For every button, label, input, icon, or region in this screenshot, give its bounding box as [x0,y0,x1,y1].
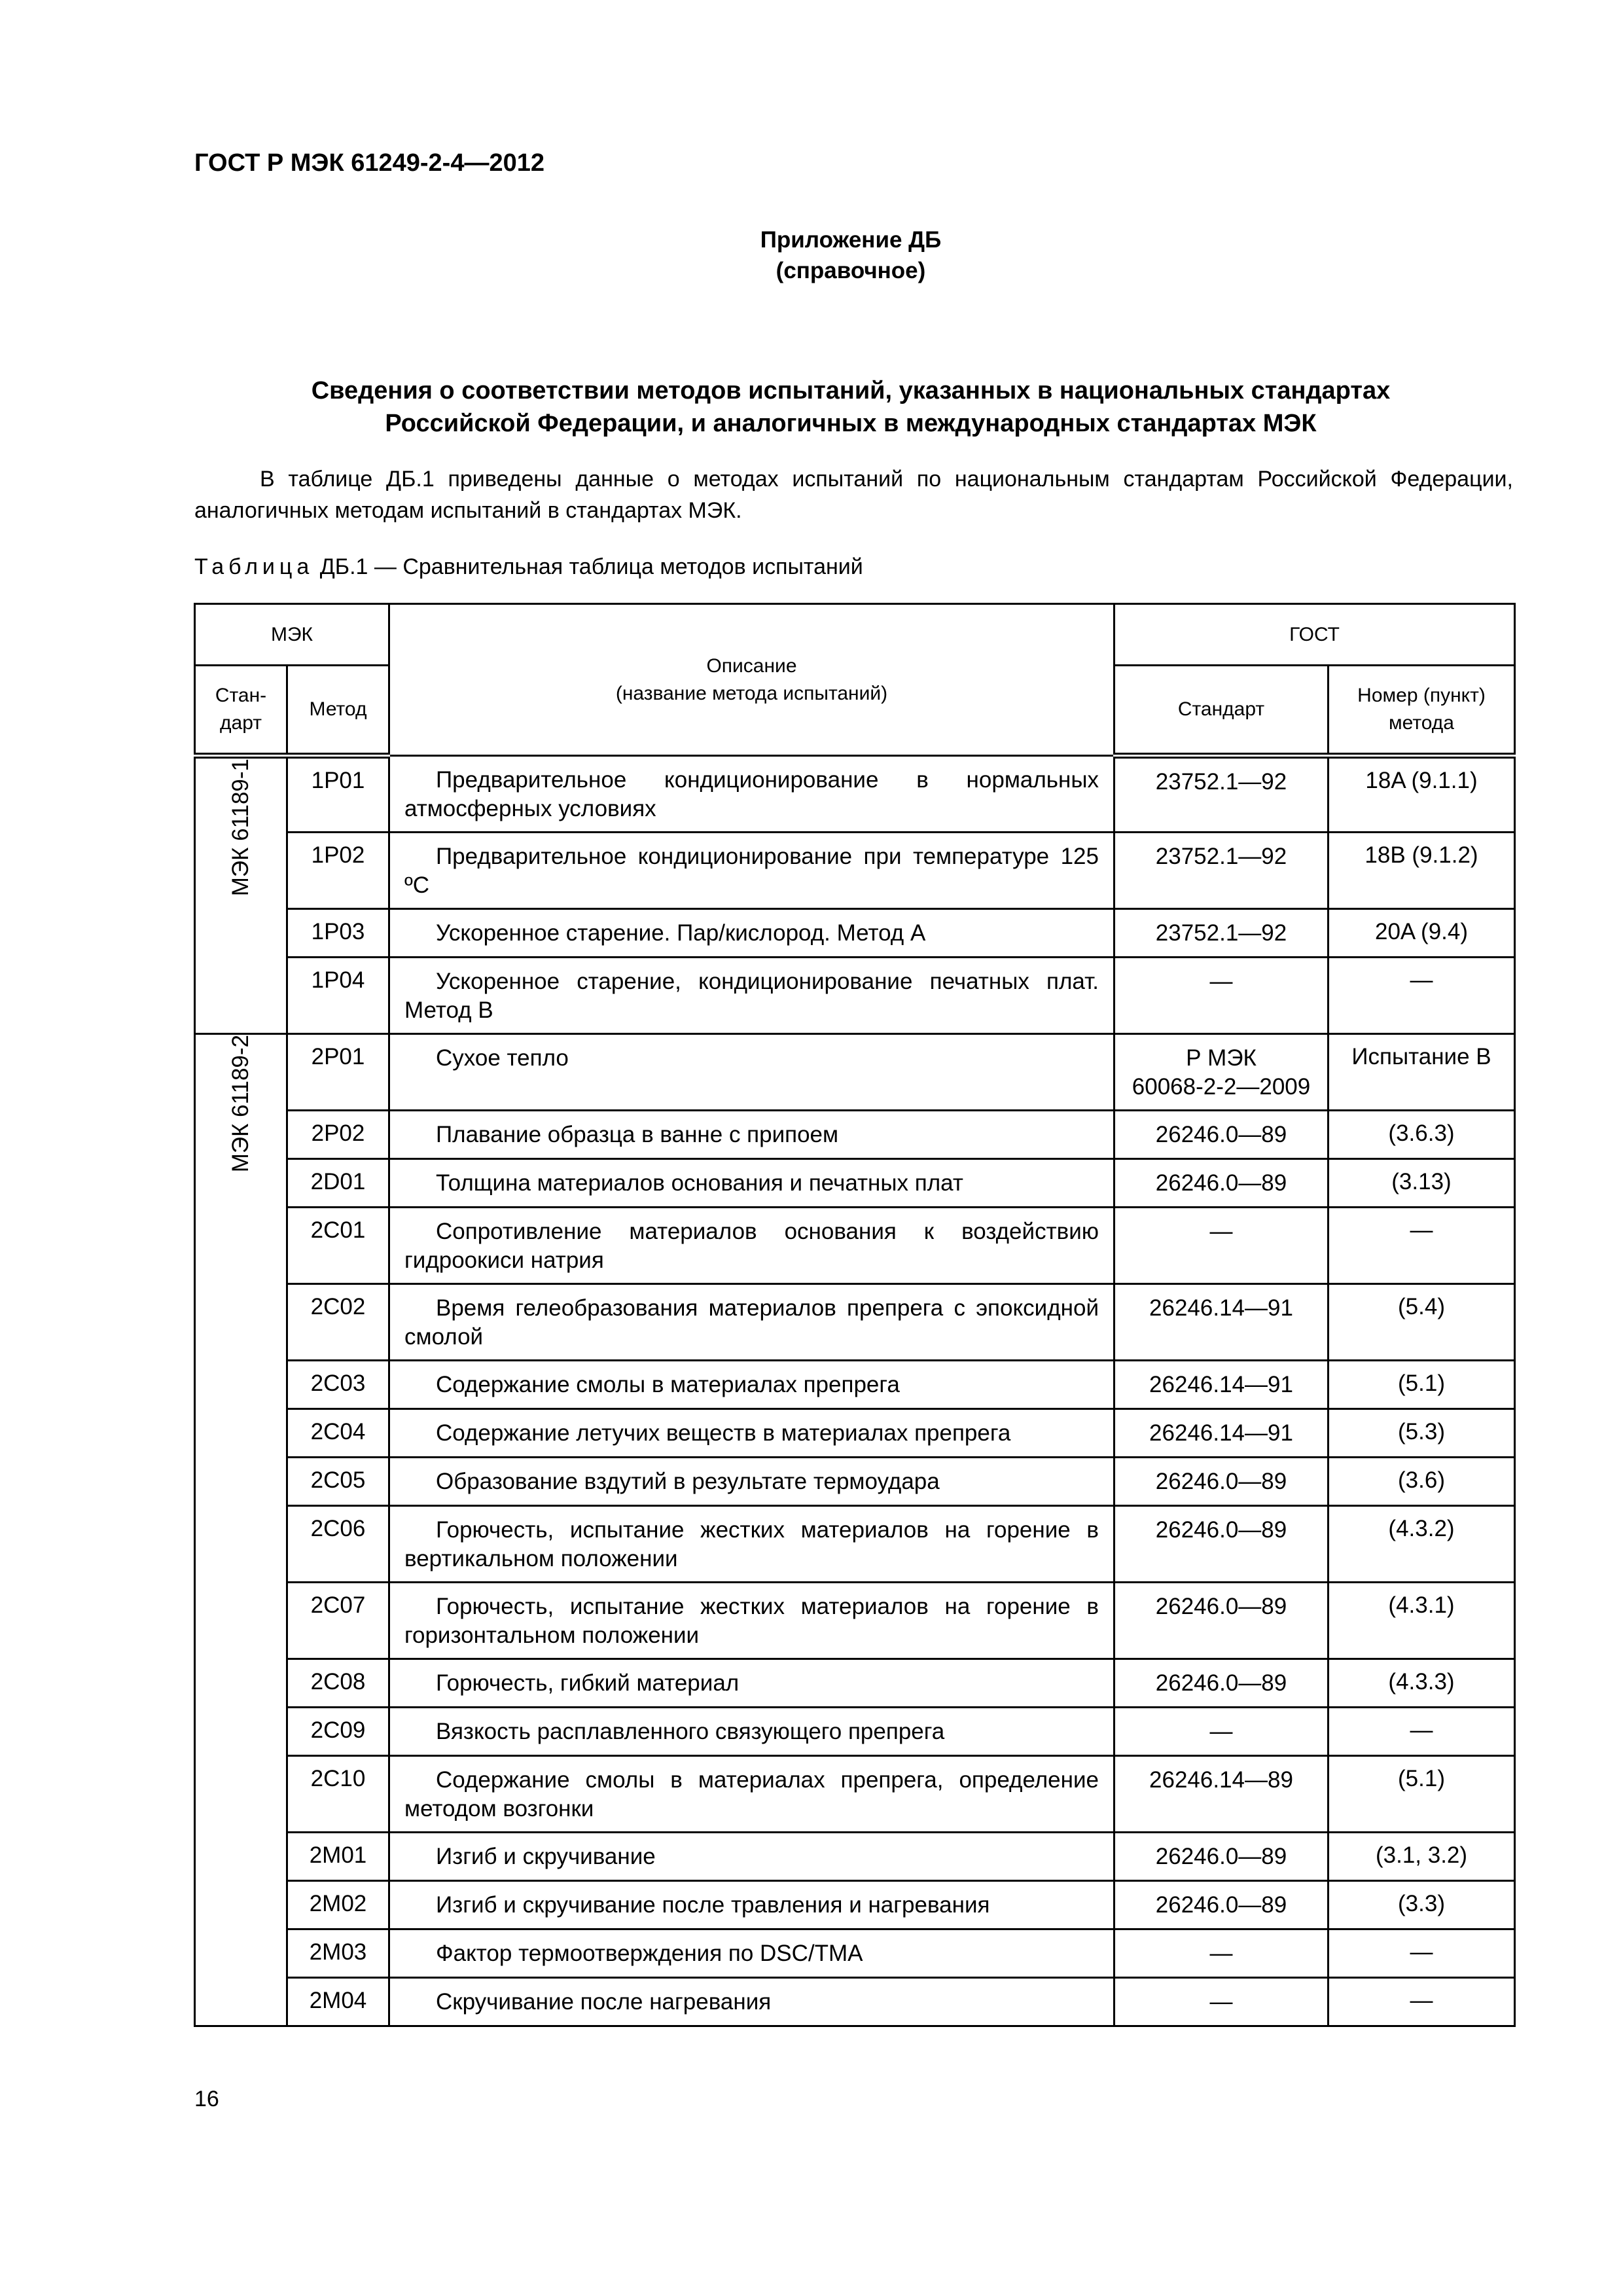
appendix-heading [0,224,1623,286]
comparison-table [194,603,1516,2027]
table-row [195,1506,1515,1583]
header-standard [195,666,287,756]
method-description: Фактор термоотверждения по DSC/TMA [389,1929,1115,1978]
section-title-line-1: Сведения о соответствии методов испытаний, указанных в национальных стандартах [311,377,1391,404]
method-description: Изгиб и скручивание после травления и нагревания [389,1881,1115,1929]
gost-standard: 26246.0—89 [1115,1111,1329,1159]
table-caption-prefix: Таблица [194,554,314,579]
gost-standard: 26246.0—89 [1115,1833,1329,1881]
method-code: 2C03 [287,1361,389,1409]
method-code: 2P02 [287,1111,389,1159]
method-code: 2C01 [287,1208,389,1284]
table-row [195,1978,1515,2026]
gost-method-number: (3.1, 3.2) [1329,1833,1515,1881]
method-code: 1P01 [287,756,389,833]
table-caption [194,554,863,580]
method-code: 2C09 [287,1708,389,1756]
table-row [195,1659,1515,1708]
gost-method-number: (4.3.2) [1329,1506,1515,1583]
table-row [195,1208,1515,1284]
gost-method-number: — [1329,1208,1515,1284]
document-code: ГОСТ Р МЭК 61249-2-4—2012 [194,149,544,177]
group-standard-label: МЭК 61189-2 [228,1035,253,1173]
method-description: Горючесть, гибкий материал [389,1659,1115,1708]
gost-standard: 26246.0—89 [1115,1659,1329,1708]
header-description-line-1: Описание [706,655,797,677]
gost-standard: — [1115,1208,1329,1284]
header-method: Метод [287,666,389,756]
gost-standard: 26246.0—89 [1115,1159,1329,1208]
gost-standard: 26246.14—91 [1115,1409,1329,1458]
gost-standard: 26246.0—89 [1115,1583,1329,1659]
method-description: Содержание летучих веществ в материалах препрега [389,1409,1115,1458]
appendix-title: Приложение ДБ [760,227,942,253]
gost-standard-line-2: 60068-2-2—2009 [1132,1074,1311,1100]
gost-method-number: (5.1) [1329,1361,1515,1409]
table-row [195,1756,1515,1833]
method-code: 2M04 [287,1978,389,2026]
gost-method-number: (3.6) [1329,1458,1515,1506]
method-description: Горючесть, испытание жестких материалов на горение в вертикальном положении [389,1506,1115,1583]
table-row [195,1833,1515,1881]
method-description: Образование вздутий в результате термоудара [389,1458,1115,1506]
method-code: 1P04 [287,958,389,1034]
table-row [195,1111,1515,1159]
gost-standard: 26246.0—89 [1115,1881,1329,1929]
table-row [195,1284,1515,1361]
method-description: Сухое тепло [389,1034,1115,1111]
page-number: 16 [194,2087,219,2111]
method-code: 2C07 [287,1583,389,1659]
gost-method-number: — [1329,958,1515,1034]
intro-paragraph: В таблице ДБ.1 приведены данные о методах испытаний по национальным стандартам Российской Федерации, аналогичных методам испытаний в стандартах МЭК. [194,467,1513,523]
table-row [195,1708,1515,1756]
method-description: Толщина материалов основания и печатных плат [389,1159,1115,1208]
gost-method-number: — [1329,1978,1515,2026]
method-code: 2M02 [287,1881,389,1929]
gost-standard-line-1: Р МЭК [1186,1045,1257,1071]
table-row [195,1458,1515,1506]
gost-method-number: — [1329,1708,1515,1756]
table-caption-text: ДБ.1 — Сравнительная таблица методов испытаний [313,554,863,579]
gost-standard: 26246.0—89 [1115,1506,1329,1583]
method-description: Изгиб и скручивание [389,1833,1115,1881]
method-code: 2C10 [287,1756,389,1833]
header-gost-number-line-2: метода [1389,712,1454,734]
gost-standard: — [1115,1708,1329,1756]
method-description: Скручивание после нагревания [389,1978,1115,2026]
method-code: 2M03 [287,1929,389,1978]
method-description: Горючесть, испытание жестких материалов на горение в горизонтальном положении [389,1583,1115,1659]
table-row [195,833,1515,909]
gost-standard: 26246.0—89 [1115,1458,1329,1506]
header-gost-number-line-1: Номер (пункт) [1357,685,1486,706]
header-standard-line-2: дарт [220,712,262,734]
gost-standard: — [1115,1929,1329,1978]
table-row [195,958,1515,1034]
method-description: Плавание образца в ванне с припоем [389,1111,1115,1159]
table-row [195,1409,1515,1458]
gost-method-number: (3.13) [1329,1159,1515,1208]
table-row [195,1583,1515,1659]
header-standard-line-1: Стан- [215,685,267,706]
header-gost-number [1329,666,1515,756]
method-code: 2C08 [287,1659,389,1708]
gost-standard: 23752.1—92 [1115,756,1329,833]
header-description [389,604,1115,756]
gost-method-number: 20A (9.4) [1329,909,1515,958]
method-description: Содержание смолы в материалах препрега [389,1361,1115,1409]
gost-method-number: (4.3.3) [1329,1659,1515,1708]
method-code: 2M01 [287,1833,389,1881]
method-code: 2C05 [287,1458,389,1506]
method-description: Содержание смолы в материалах препрега, определение методом возгонки [389,1756,1115,1833]
appendix-subtitle: (справочное) [776,258,926,283]
method-description: Вязкость расплавленного связующего препрега [389,1708,1115,1756]
table-row [195,1881,1515,1929]
gost-method-number: (3.6.3) [1329,1111,1515,1159]
section-title [0,374,1623,440]
method-code: 2P01 [287,1034,389,1111]
gost-standard: — [1115,1978,1329,2026]
gost-method-number: (5.4) [1329,1284,1515,1361]
header-gost: ГОСТ [1115,604,1515,666]
gost-standard: 23752.1—92 [1115,909,1329,958]
gost-standard: 26246.14—91 [1115,1284,1329,1361]
method-code: 1P03 [287,909,389,958]
gost-standard [1115,1034,1329,1111]
table-row [195,1929,1515,1978]
gost-method-number: (4.3.1) [1329,1583,1515,1659]
table-row [195,1159,1515,1208]
method-code: 2C04 [287,1409,389,1458]
table-row [195,756,1515,833]
header-description-line-2: (название метода испытаний) [615,682,888,704]
method-description: Предварительное кондиционирование при температуре 125 ºС [389,833,1115,909]
method-description: Ускоренное старение. Пар/кислород. Метод А [389,909,1115,958]
gost-standard: 26246.14—91 [1115,1361,1329,1409]
gost-method-number: — [1329,1929,1515,1978]
group-standard-cell [195,756,287,1034]
method-code: 2D01 [287,1159,389,1208]
method-code: 2C02 [287,1284,389,1361]
method-description: Предварительное кондиционирование в нормальных атмосферных условиях [389,756,1115,833]
table-row [195,1034,1515,1111]
header-gost-standard: Стандарт [1115,666,1329,756]
gost-method-number: (5.3) [1329,1409,1515,1458]
gost-method-number: (3.3) [1329,1881,1515,1929]
header-iec: МЭК [195,604,389,666]
table-row [195,1361,1515,1409]
method-description: Время гелеобразования материалов препрега с эпоксидной смолой [389,1284,1115,1361]
gost-standard: — [1115,958,1329,1034]
method-code: 1P02 [287,833,389,909]
group-standard-cell [195,1034,287,2026]
table-row [195,909,1515,958]
gost-method-number: (5.1) [1329,1756,1515,1833]
group-standard-label: МЭК 61189-1 [228,759,253,897]
method-code: 2C06 [287,1506,389,1583]
gost-standard: 23752.1—92 [1115,833,1329,909]
gost-standard: 26246.14—89 [1115,1756,1329,1833]
method-description: Сопротивление материалов основания к воздействию гидроокиси натрия [389,1208,1115,1284]
gost-method-number: Испытание В [1329,1034,1515,1111]
gost-method-number: 18A (9.1.1) [1329,756,1515,833]
section-title-line-2: Российской Федерации, и аналогичных в международных стандартах МЭК [385,410,1317,437]
method-description: Ускоренное старение, кондиционирование печатных плат. Метод В [389,958,1115,1034]
gost-method-number: 18B (9.1.2) [1329,833,1515,909]
